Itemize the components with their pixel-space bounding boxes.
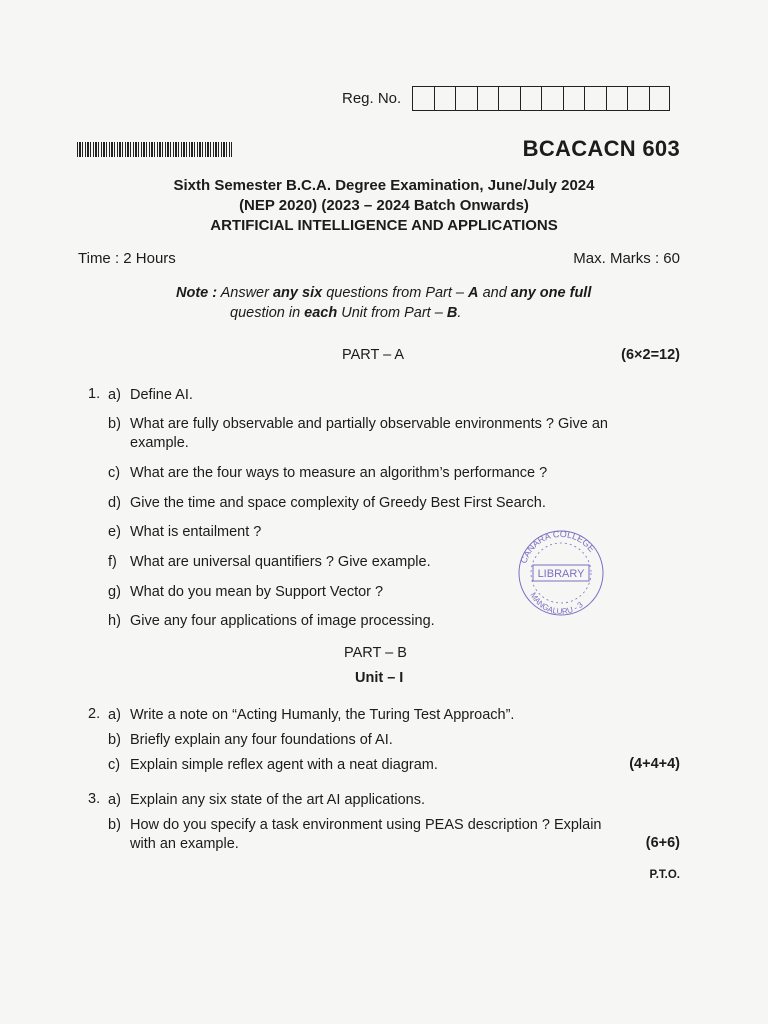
stamp-top-text: CANARA COLLEGE (518, 528, 597, 565)
question-text: Give the time and space complexity of Greedy Best First Search. (130, 495, 546, 511)
max-marks: Max. Marks : 60 (573, 250, 680, 267)
question-text: What is entailment ? (130, 524, 262, 540)
question-number: 3. (88, 791, 101, 807)
stamp-bottom-text: MANGALURU - 3 (528, 590, 585, 617)
note-text: Unit from Part – (341, 305, 443, 321)
sub-label: c) (108, 757, 121, 773)
note-text: . (457, 305, 462, 321)
reg-no-boxes (412, 86, 670, 111)
sub-label: b) (108, 732, 121, 748)
reg-box (563, 86, 585, 111)
barcode (77, 142, 232, 157)
question-number: 1. (88, 386, 101, 402)
sub-label: a) (108, 707, 121, 723)
unit-title: Unit – I (355, 670, 404, 686)
q2-marks: (4+4+4) (629, 756, 680, 772)
note-text: question in (230, 305, 301, 321)
reg-box (649, 86, 671, 111)
question-text: What are the four ways to measure an algorithm’s performance ? (130, 465, 548, 481)
question-text: Define AI. (130, 387, 193, 403)
reg-box (627, 86, 649, 111)
question-text: Give any four applications of image processing. (130, 613, 435, 629)
reg-box (412, 86, 434, 111)
question-text: Explain simple reflex agent with a neat diagram. (130, 757, 438, 773)
sub-label: g) (108, 584, 121, 600)
sub-label: b) (108, 416, 121, 432)
note-emphasis: any one full (510, 285, 592, 301)
question-text: What are fully observable and partially observable environments ? Give an (130, 416, 608, 432)
question-number: 2. (88, 706, 101, 722)
note-text: and (482, 285, 507, 301)
sub-label: c) (108, 465, 121, 481)
reg-box (584, 86, 606, 111)
question-text: with an example. (130, 836, 239, 852)
exam-title-line2: (NEP 2020) (2023 – 2024 Batch Onwards) (239, 197, 529, 214)
instructions-note (176, 283, 646, 323)
question-text: How do you specify a task environment using PEAS description ? Explain (130, 817, 602, 833)
question-text: What are universal quantifiers ? Give example. (130, 554, 431, 570)
sub-label: a) (108, 387, 121, 403)
note-emphasis: B (446, 305, 458, 321)
part-a-title: PART – A (342, 347, 405, 363)
question-text: Explain any six state of the art AI applications. (130, 792, 425, 808)
reg-box (541, 86, 563, 111)
stamp-center-text: LIBRARY (537, 568, 585, 580)
reg-box (434, 86, 456, 111)
reg-box (498, 86, 520, 111)
note-text: questions from Part – (326, 285, 465, 301)
note-label: Note : (176, 285, 218, 301)
q3-marks: (6+6) (645, 835, 680, 851)
library-stamp (513, 528, 609, 618)
note-emphasis: A (468, 285, 479, 301)
reg-box (606, 86, 628, 111)
question-text: example. (130, 435, 189, 451)
sub-label: a) (108, 792, 121, 808)
pto-label: P.T.O. (649, 869, 680, 881)
question-text: What do you mean by Support Vector ? (130, 584, 384, 600)
reg-box (520, 86, 542, 111)
sub-label: h) (108, 613, 121, 629)
note-text: Answer (220, 285, 269, 301)
sub-label: f) (108, 554, 117, 570)
sub-label: d) (108, 495, 121, 511)
note-emphasis: any six (272, 285, 323, 301)
exam-subject: ARTIFICIAL INTELLIGENCE AND APPLICATIONS (210, 217, 558, 234)
paper-code: BCACACN 603 (522, 136, 680, 161)
note-emphasis: each (304, 305, 338, 321)
question-text: Write a note on “Acting Humanly, the Turing Test Approach”. (130, 707, 515, 723)
time-allowed: Time : 2 Hours (78, 250, 176, 267)
reg-box (455, 86, 477, 111)
part-b-title: PART – B (344, 645, 407, 661)
exam-title-line1: Sixth Semester B.C.A. Degree Examination, June/July 2024 (173, 177, 595, 194)
part-a-marks: (6×2=12) (621, 347, 680, 363)
sub-label: b) (108, 817, 121, 833)
question-text: Briefly explain any four foundations of AI. (130, 732, 393, 748)
reg-no-label: Reg. No. (342, 90, 402, 107)
reg-box (477, 86, 499, 111)
sub-label: e) (108, 524, 121, 540)
